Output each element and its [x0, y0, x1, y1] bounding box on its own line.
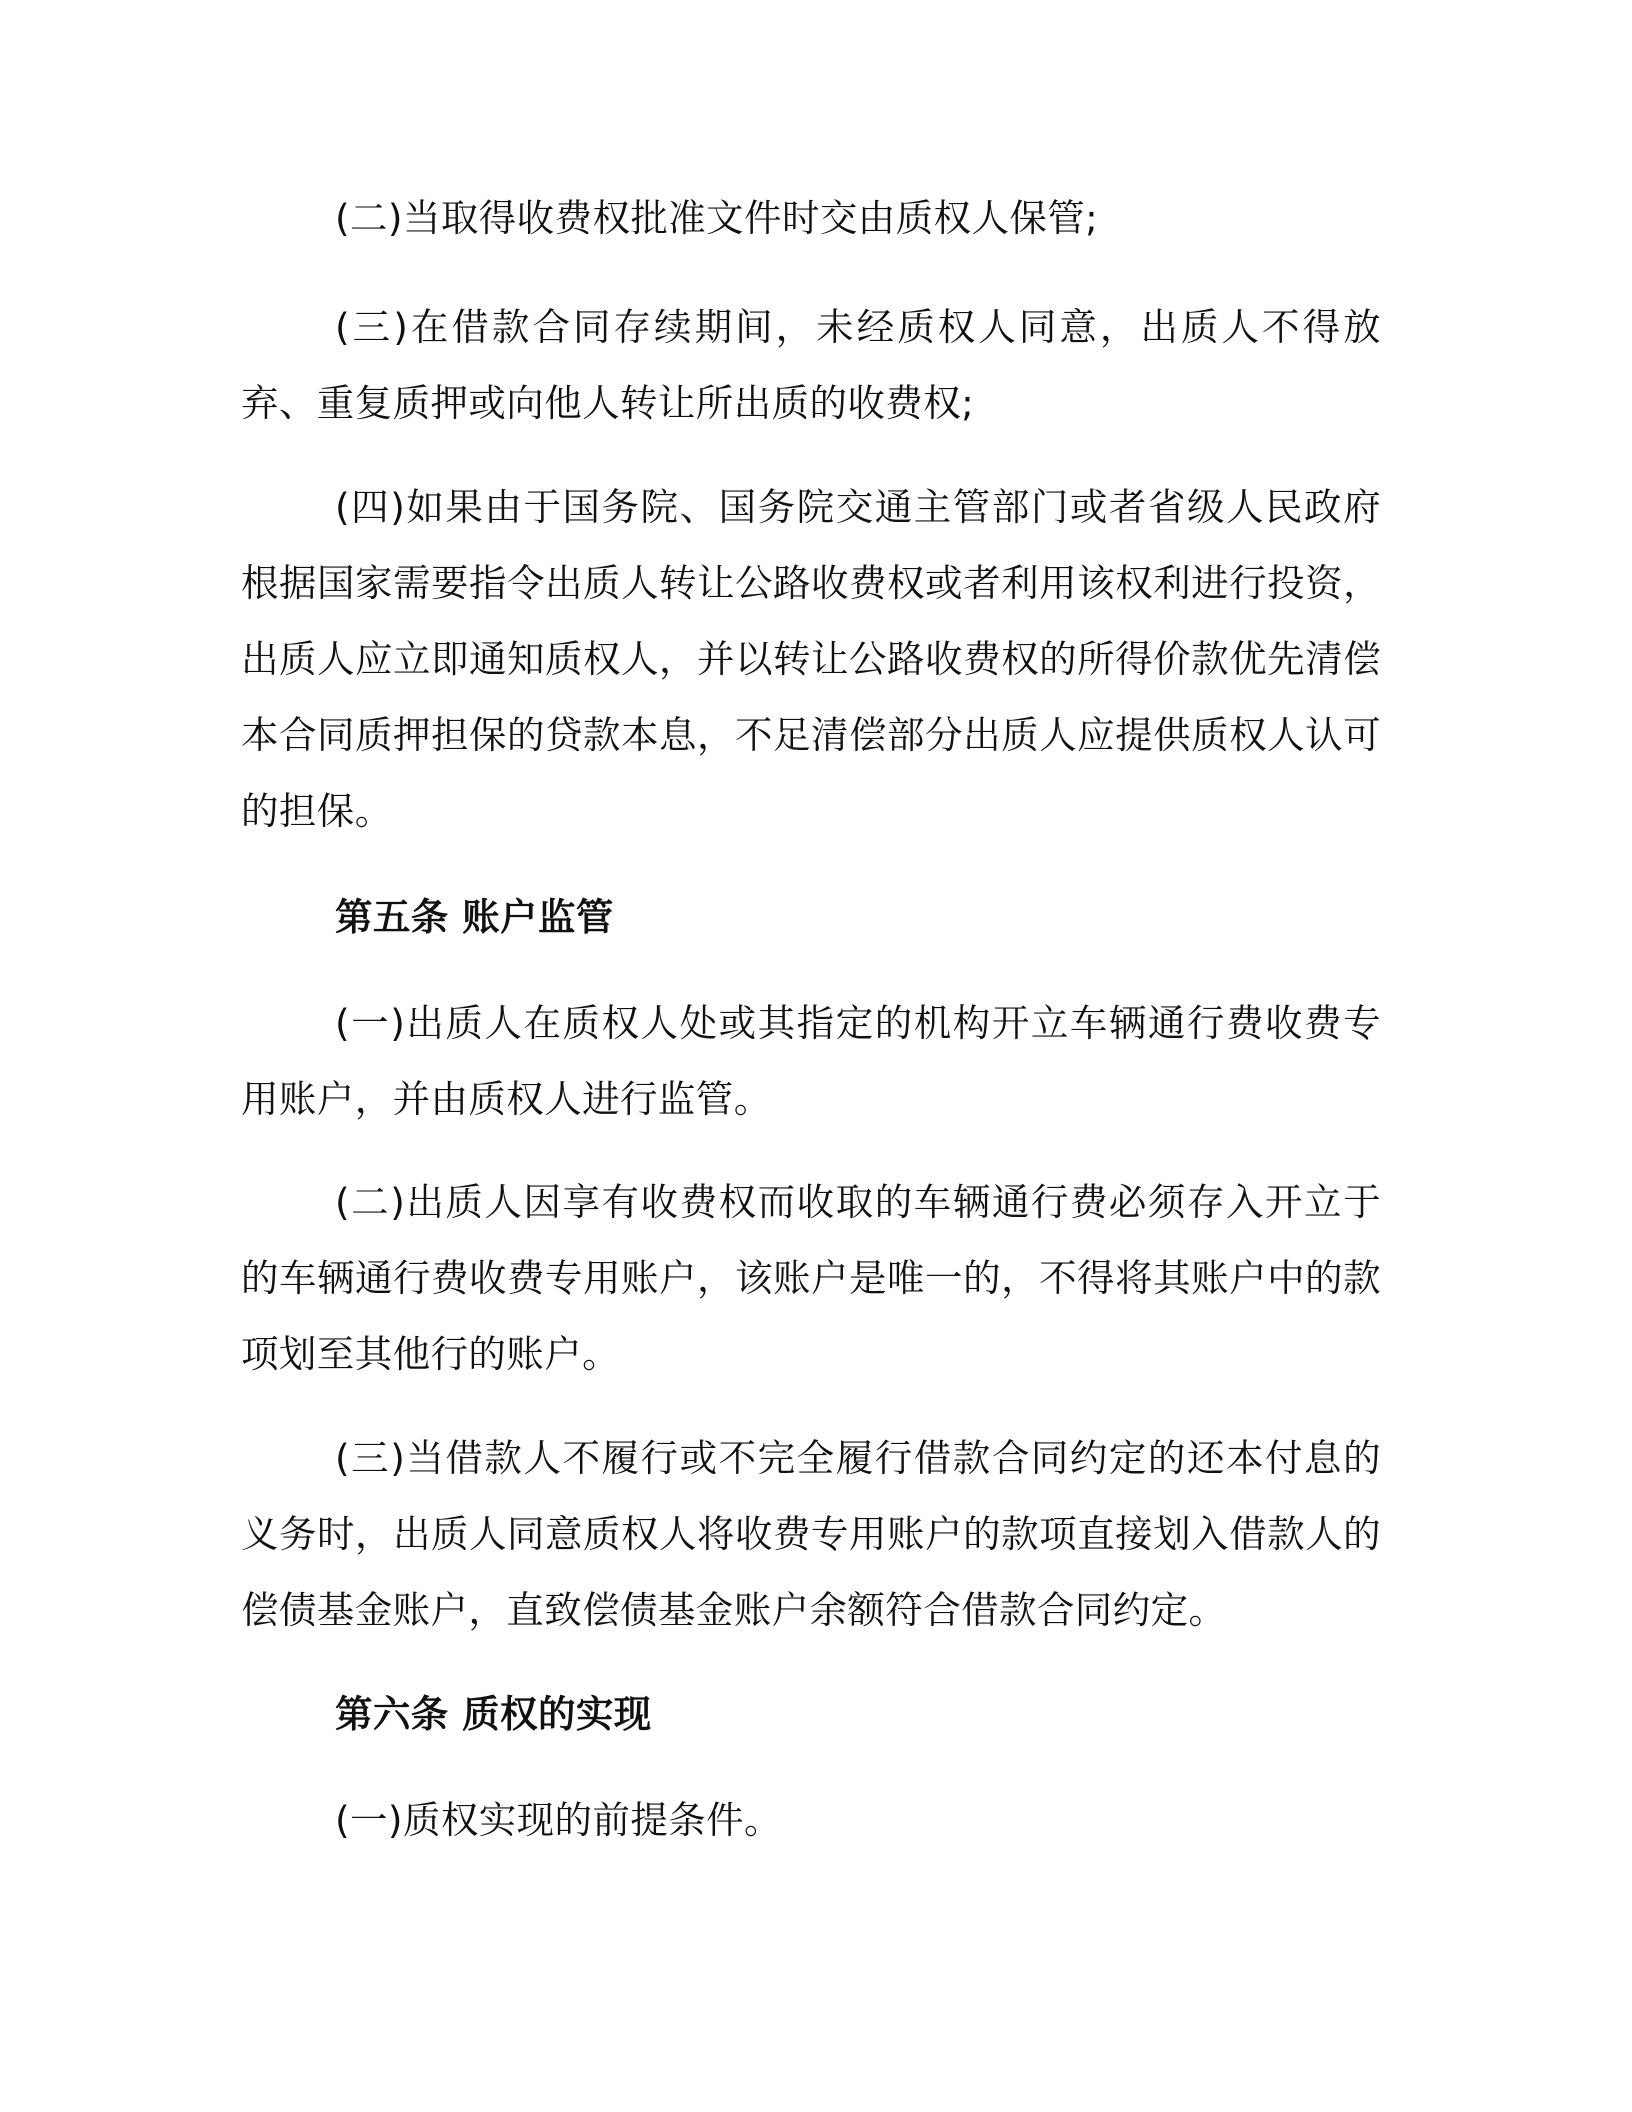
clause-6-item-1: (一)质权实现的前提条件。 — [335, 1798, 782, 1842]
article-6-heading: 第六条 质权的实现 — [335, 1692, 652, 1736]
clause-5-item-1: (一)出质人在质权人处或其指定的机构开立车辆通行费收费专用账户，并由质权人进行监管。 — [241, 1001, 1381, 1121]
clause-5-item-3: (三)当借款人不履行或不完全履行借款合同约定的还本付息的义务时，出质人同意质权人将收费专用账户的款项直接划入借款人的偿债基金账户，直致偿债基金账户余额符合借款合同约定。 — [241, 1436, 1381, 1632]
clause-4-item-3: (三)在借款合同存续期间，未经质权人同意，出质人不得放弃、重复质押或向他人转让所出质的收费权; — [241, 305, 1381, 425]
clause-5-item-2: (二)出质人因享有收费权而收取的车辆通行费必须存入开立于的车辆通行费收费专用账户，该账户是唯一的，不得将其账户中的款项划至其他行的账户。 — [241, 1180, 1381, 1376]
clause-4-item-2: (二)当取得收费权批准文件时交由质权人保管; — [335, 196, 1099, 240]
clause-4-item-4: (四)如果由于国务院、国务院交通主管部门或者省级人民政府根据国家需要指令出质人转让公路收费权或者利用该权利进行投资，出质人应立即通知质权人，并以转让公路收费权的所得价款优先清偿本合同质押担保的贷款本息，不足清偿部分出质人应提供质权人认可的担保。 — [241, 485, 1381, 833]
article-5-heading: 第五条 账户监管 — [335, 895, 614, 939]
